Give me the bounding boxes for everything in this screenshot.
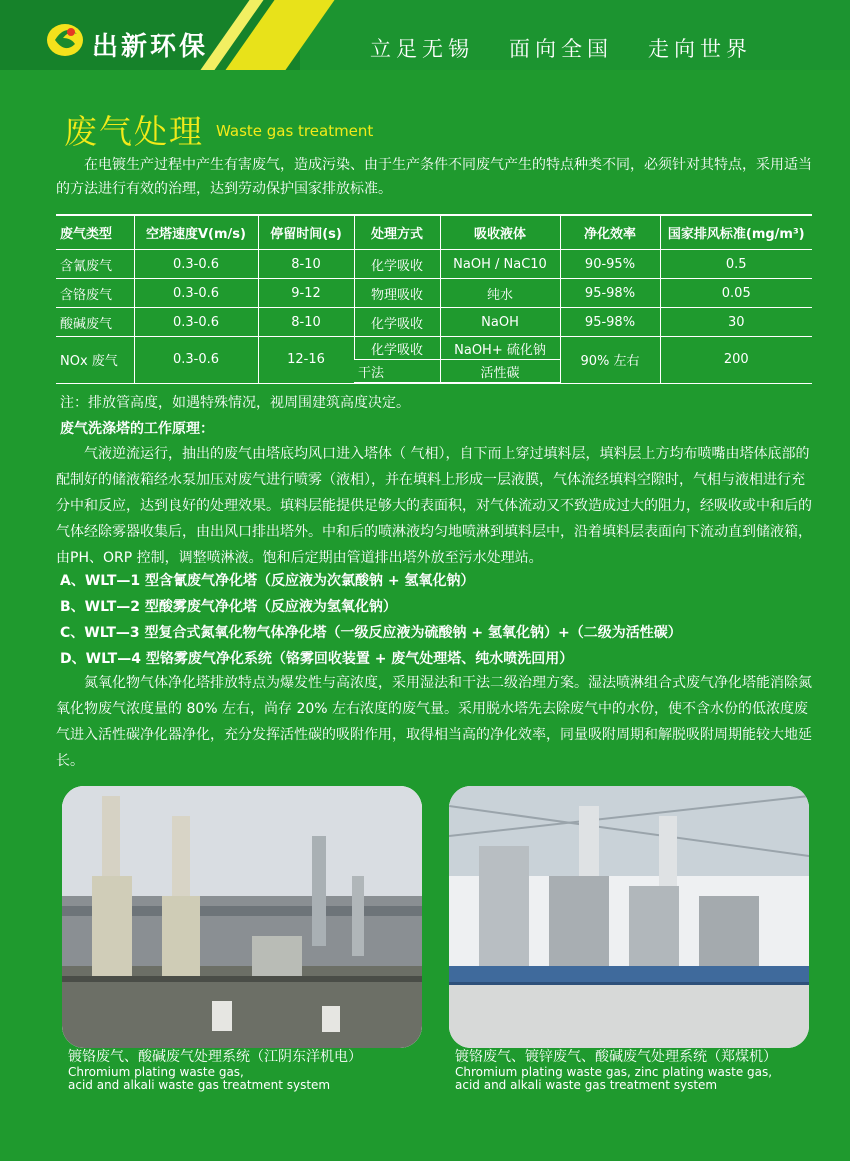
table-cell: 95-98% (560, 308, 660, 337)
header-slogan: 立足无锡 面向全国 走向世界 (370, 37, 753, 61)
table-cell: 200 (660, 337, 812, 384)
table-cell: NaOH / NaC10 (440, 250, 560, 279)
table-cell: 0.3-0.6 (134, 279, 258, 308)
caption-cn: 镀铬废气、酸碱废气处理系统（江阴东洋机电） (68, 1049, 362, 1065)
table-cell: 化学吸收 (354, 337, 440, 360)
table-cell: 0.05 (660, 279, 812, 308)
photo-caption (455, 1049, 777, 1092)
table-cell: 90-95% (560, 250, 660, 279)
table-cell: 0.3-0.6 (134, 250, 258, 279)
table-cell: 含氰废气 (56, 250, 134, 279)
list-item: C、WLT—3 型复合式氮氧化物气体净化塔（一级反应液为硫酸钠 + 氢氧化钠）+（二级为活性碳） (60, 625, 682, 641)
table-cell: 化学吸收 (354, 308, 440, 337)
page-title-en: Waste gas treatment (216, 122, 374, 140)
caption-en: acid and alkali waste gas treatment system (68, 1078, 331, 1092)
list-item: A、WLT—1 型含氰废气净化塔（反应液为次氯酸钠 + 氢氧化钠） (60, 573, 475, 589)
table-cell: NaOH+ 硫化钠 (440, 337, 560, 360)
table-cell: 含铬废气 (56, 279, 134, 308)
table-cell: 8-10 (258, 250, 354, 279)
header-bar (0, 0, 850, 70)
photo-frame (62, 786, 422, 1048)
photo-caption (68, 1049, 362, 1092)
table-row (56, 279, 812, 308)
company-logo-icon (45, 20, 85, 58)
principle-heading: 废气洗涤塔的工作原理： (60, 421, 214, 437)
table-cell: 干法 (354, 360, 440, 384)
table-cell: 8-10 (258, 308, 354, 337)
caption-en: Chromium plating waste gas, (68, 1065, 244, 1079)
table-cell: 12-16 (258, 337, 354, 384)
table-cell: 0.3-0.6 (134, 308, 258, 337)
caption-en: Chromium plating waste gas, zinc plating waste gas, (455, 1065, 773, 1079)
table-cell: 酸碱废气 (56, 308, 134, 337)
product-list (60, 568, 820, 672)
table-cell: NaOH (440, 308, 560, 337)
table-cell: 纯水 (440, 279, 560, 308)
table-cell: 90% 左右 (560, 337, 660, 384)
list-item: B、WLT—2 型酸雾废气净化塔（反应液为氢氧化钠） (60, 599, 397, 615)
list-item: D、WLT—4 型铬雾废气净化系统（铬雾回收装置 + 废气处理塔、纯水喷洗回用） (60, 651, 574, 667)
table-cell: NOx 废气 (56, 337, 134, 384)
table-header-cell: 空塔速度V(m/s) (134, 215, 258, 250)
principle-paragraph: 气液逆流运行，抽出的废气由塔底均风口进入塔体（ 气相），自下而上穿过填料层，填料层上方均布喷嘴由塔体底部的配制好的储液箱经水泵加压对废气进行喷雾（液相），并在填料上形成一层液膜，气体流经填料空隙时，气相与液相进行充分中和反应，达到良好的处理效果。填料层能提供足够大的表面积，对气体流动又不致造成过大的阻力，经吸收或中和后的气体经除雾器收集后，由出风口排出塔外。中和后的喷淋液均匀地喷淋到填料层中，沿着填料层表面向下流动直到储液箱，由PH、ORP 控制，调整喷淋液。饱和后定期由管道排出塔外放至污水处理站。 (56, 446, 812, 566)
table-row (56, 250, 812, 279)
table-cell: 9-12 (258, 279, 354, 308)
table-header-cell: 处理方式 (354, 215, 440, 250)
page-title: 废气处理 (64, 112, 204, 151)
table-cell: 物理吸收 (354, 279, 440, 308)
factory-towers-image (62, 786, 422, 1048)
table-header-cell: 吸收液体 (440, 215, 560, 250)
table-header-row (56, 215, 812, 250)
summary-paragraph: 氮氧化物气体净化塔排放特点为爆发性与高浓度，采用湿法和干法二级治理方案。湿法喷淋组合式废气净化塔能消除氮氧化物废气浓度量的 80% 左右，尚存 20% 左右浓度的废气量。采用脱水塔先去除废气中的水份，使不含水份的低浓度废气进入活性碳净化器净化，充分发挥活性碳的吸附作用，取得相当高的净化效率，同量吸附周期和解脱吸附周期能较大地延长。 (56, 675, 812, 769)
caption-en: acid and alkali waste gas treatment system (455, 1078, 718, 1092)
table-cell: 活性碳 (440, 360, 560, 384)
intro-paragraph: 在电镀生产过程中产生有害废气，造成污染、由于生产条件不同废气产生的特点种类不同，必须针对其特点，采用适当的方法进行有效的治理，达到劳动保护国家排放标准。 (56, 157, 812, 197)
table-note: 注：排放管高度，如遇特殊情况，视周围建筑高度决定。 (60, 395, 410, 411)
table-header-cell: 净化效率 (560, 215, 660, 250)
table-row (56, 308, 812, 337)
table-header-cell: 国家排风标准(mg/m³) (660, 215, 812, 250)
table-header-cell: 停留时间(s) (258, 215, 354, 250)
table-cell: 95-98% (560, 279, 660, 308)
table-cell: 0.5 (660, 250, 812, 279)
table-cell: 30 (660, 308, 812, 337)
table-cell: 0.3-0.6 (134, 337, 258, 384)
waste-gas-table (56, 214, 812, 384)
table-header-cell: 废气类型 (56, 215, 134, 250)
table-cell: 化学吸收 (354, 250, 440, 279)
photo-frame (449, 786, 809, 1048)
treatment-system-image (449, 786, 809, 1048)
table-row (56, 337, 812, 360)
caption-cn: 镀铬废气、镀锌废气、酸碱废气处理系统（郑煤机） (455, 1049, 777, 1065)
brand-name: 出新环保 (92, 32, 209, 62)
